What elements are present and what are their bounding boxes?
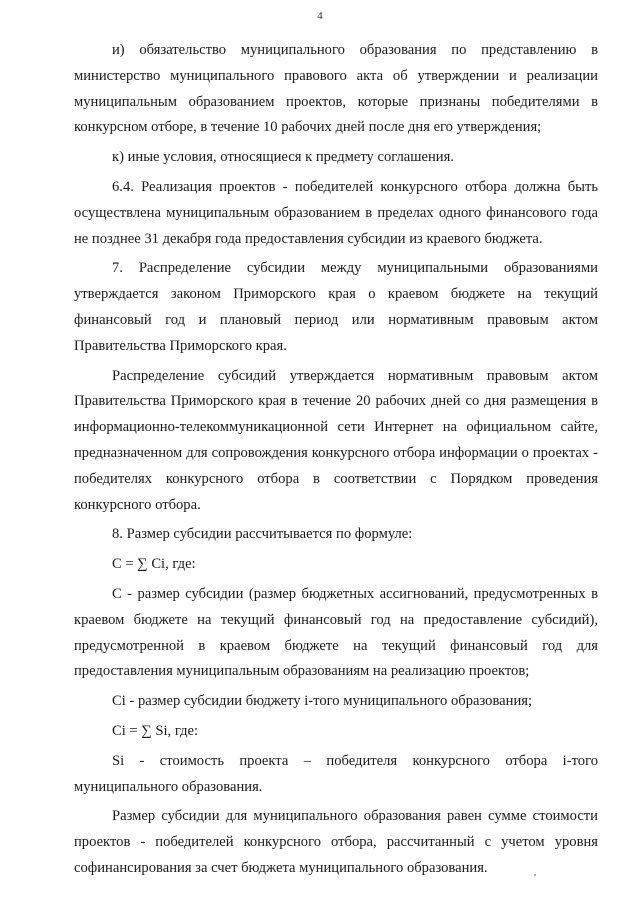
paragraph-distribution: Распределение субсидий утверждается нормативным правовым актом Правительства Приморского края в течение 20 рабочих дней со дня размещения в информационно-телекоммуникационной сети Интернет на официальном сайте, предназначенном для сопровождения конкурсного отбора информации о проектах - победителях конкурсного отбора в соответствии с Порядком проведения конкурсного отбора. [74, 367, 598, 513]
scan-speck [534, 874, 536, 876]
document-body [74, 38, 598, 882]
definition-ci: Сi - размер субсидии бюджету i-того муниципального образования; [112, 693, 533, 710]
definition-si: Si - стоимость проекта – победителя конкурсного отбора i-того муниципального образования. [74, 752, 598, 795]
paragraph-subsidy-size: Размер субсидии для муниципального образования равен сумме стоимости проектов - победителей конкурсного отбора, рассчитанный с учетом уровня софинансирования за счет бюджета муниципального образования. [74, 808, 598, 876]
definition-c: С - размер субсидии (размер бюджетных ассигнований, предусмотренных в краевом бюджете на текущий финансовый год на предоставление субсидий), предусмотренной в краевом бюджете на текущий финансовый год для предоставления муниципальным образованиям на реализацию проектов; [74, 585, 598, 680]
paragraph-other-conditions-k: к) иные условия, относящиеся к предмету соглашения. [112, 149, 454, 166]
paragraph-7: 7. Распределение субсидии между муниципальными образованиями утверждается законом Приморского края о краевом бюджете на текущий финансовый год и плановый период или нормативным правовым актом Правительства Приморского края. [74, 260, 598, 354]
formula-ci: Сi = ∑ Si, где: [112, 722, 199, 739]
paragraph-6-4: 6.4. Реализация проектов - победителей конкурсного отбора должна быть осуществлена муниципальным образованием в пределах одного финансового года не позднее 31 декабря года предоставления субсидии из краевого бюджета. [74, 178, 598, 247]
formula-c: С = ∑ Сi, где: [112, 556, 196, 573]
paragraph-obligation-i: и) обязательство муниципального образования по представлению в министерство муниципального правового акта об утверждении и реализации муниципальным образованием проектов, которые признаны победителями в конкурсном отборе, в течение 10 рабочих дней после дня его утверждения; [74, 42, 598, 136]
page-number: 4 [317, 10, 323, 22]
paragraph-8: 8. Размер субсидии рассчитывается по формуле: [112, 526, 413, 543]
